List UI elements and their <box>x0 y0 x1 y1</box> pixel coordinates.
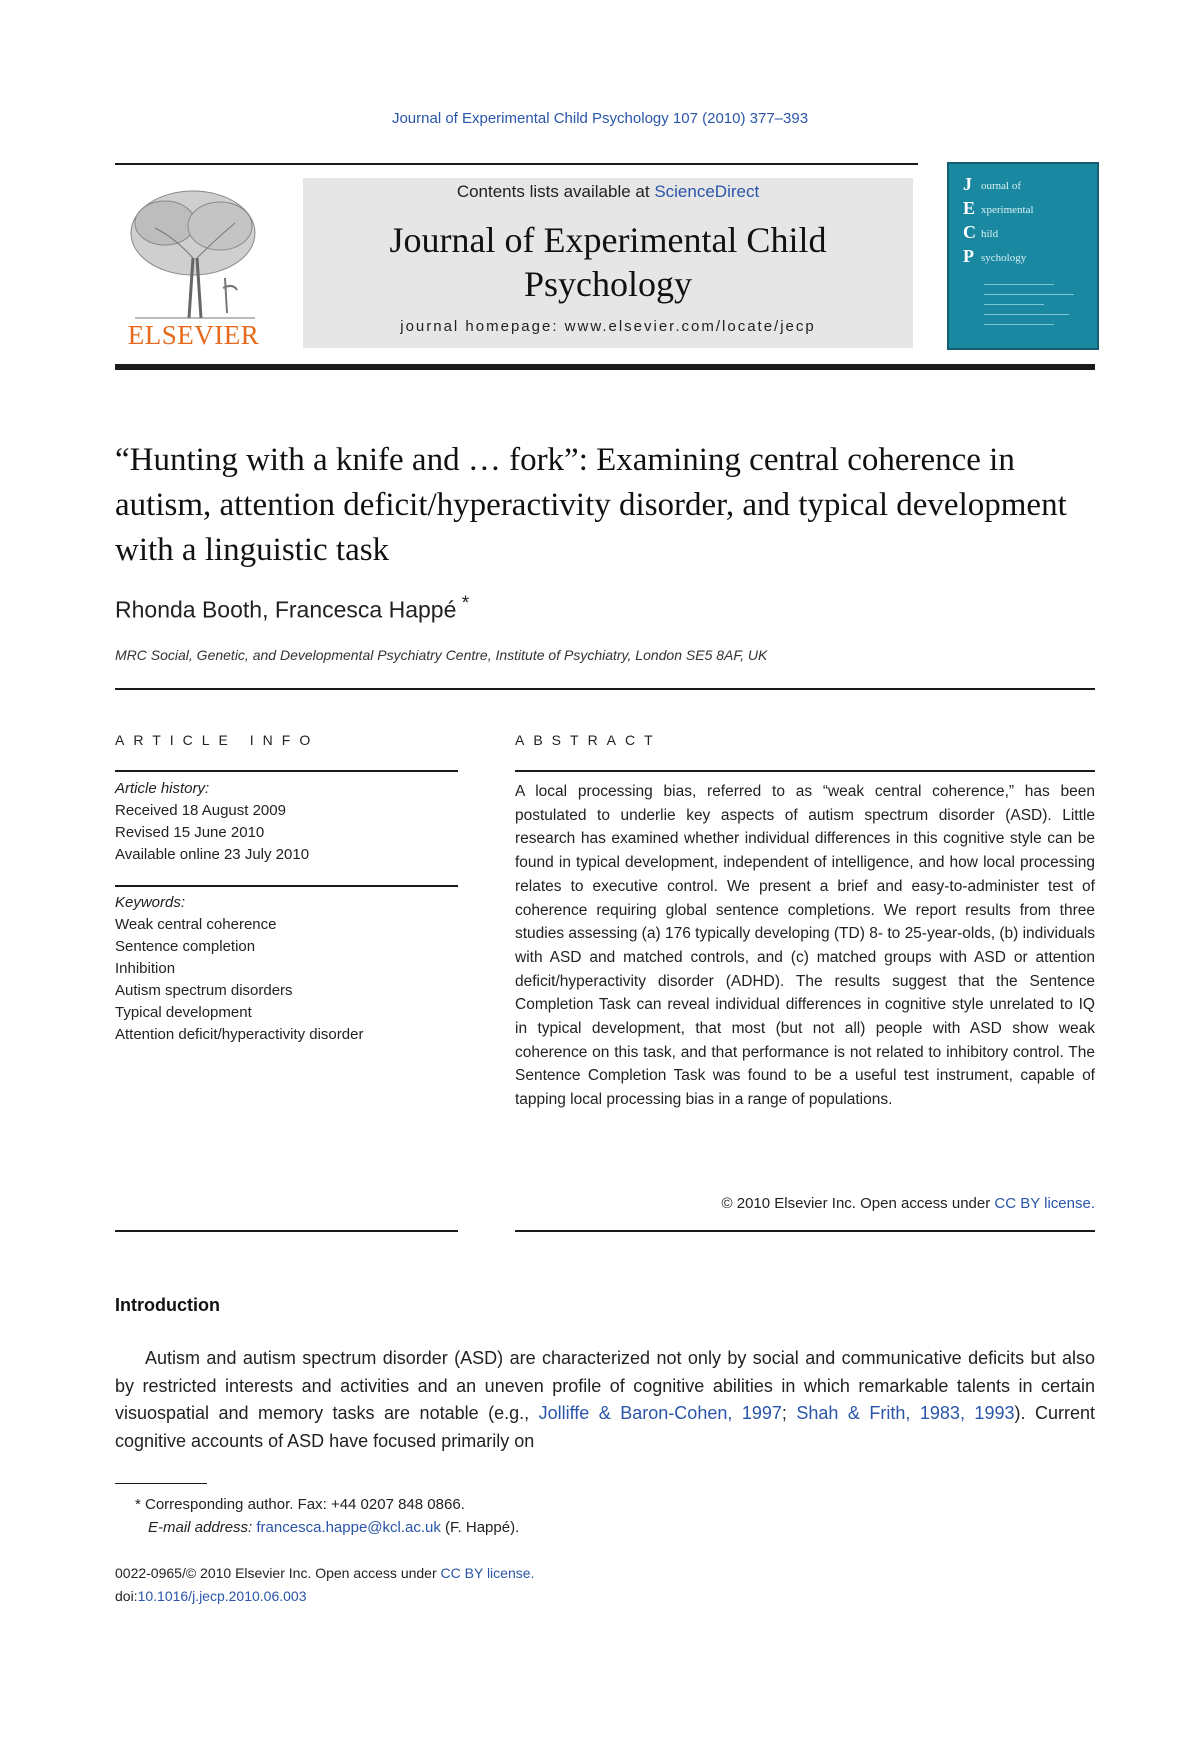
cover-word-1: ournal of <box>981 180 1022 192</box>
citation-separator: ; <box>781 1403 797 1423</box>
issn-text: 0022-0965/© 2010 Elsevier Inc. Open access under <box>115 1565 441 1581</box>
abstract-rule-2 <box>515 1230 1095 1232</box>
license-link[interactable]: CC BY license. <box>994 1195 1095 1212</box>
article-info-heading: ARTICLE INFO <box>115 732 320 748</box>
title-rule <box>115 688 1095 690</box>
abstract-rule-1 <box>515 770 1095 772</box>
cover-letter-c: C <box>963 222 976 242</box>
author-names: Rhonda Booth, Francesca Happé <box>115 596 457 623</box>
copyright-text: © 2010 Elsevier Inc. Open access under <box>721 1195 995 1212</box>
cover-letter-j: J <box>963 174 972 194</box>
history-label: Article history: <box>115 780 210 797</box>
cover-decoration <box>984 294 1074 295</box>
introduction-paragraph <box>115 1345 1095 1455</box>
cover-decoration <box>984 284 1054 285</box>
citation-link[interactable]: Jolliffe & Baron-Cohen, 1997 <box>538 1403 782 1423</box>
abstract-text: A local processing bias, referred to as “weak central coherence,” has been postulated to underlie key aspects of autism spectrum disorder (ASD). Little research has examined whether individual differences in this cognitive style can be found in typical development, independent of intelligence, and how local processing relates to executive control. We present a brief and easy-to-administer test of coherence requiring global sentence completions. We report results from three studies assessing (a) 176 typically developing (TD) 8- to 25-year-olds, (b) individuals with ASD and matched controls, and (c) matched groups with ASD or attention deficit/hyperactivity disorder (ADHD). The results suggest that the Sentence Completion Task can reveal individual differences in cognitive style unrelated to IQ in typical development, that most (but not all) people with ASD show weak coherence on this task, and that performance is not related to inhibitory control. The Sentence Completion Task was found to be a useful test instrument, capable of tapping local processing bias in a range of populations. <box>515 783 1095 1109</box>
journal-citation[interactable]: Journal of Experimental Child Psychology 107 (2010) 377–393 <box>391 110 809 127</box>
author-affiliation: MRC Social, Genetic, and Developmental Psychiatry Centre, Institute of Psychiatry, London SE5 8AF, UK <box>115 647 768 663</box>
header-rule-bottom <box>115 364 1095 370</box>
journal-homepage[interactable]: journal homepage: www.elsevier.com/locate/jecp <box>400 318 816 335</box>
sciencedirect-link[interactable]: ScienceDirect <box>654 182 760 201</box>
cover-letter-p: P <box>963 246 974 266</box>
corresponding-author-footnote: * Corresponding author. Fax: +44 0207 848 0866. <box>135 1496 465 1513</box>
history-received: Received 18 August 2009 <box>115 802 286 819</box>
history-revised: Revised 15 June 2010 <box>115 824 265 841</box>
intro-text-before: Autism and autism spectrum disorder (ASD) are characterized not only by social and communicative deficits but also by restricted interests and activities and an uneven profile of cognitive abilities in which remarkable talents in certain visuospatial and memory tasks are notable (e.g., <box>115 1348 1095 1423</box>
cover-word-3: hild <box>981 228 999 240</box>
doi-label: doi: <box>115 1588 138 1604</box>
elsevier-wordmark: ELSEVIER <box>127 320 260 350</box>
keywords-block <box>115 892 363 1046</box>
history-online: Available online 23 July 2010 <box>115 846 310 863</box>
cover-word-2: xperimental <box>981 204 1034 216</box>
cover-letter-e: E <box>963 198 976 218</box>
cover-decoration <box>984 304 1044 305</box>
abstract-heading: ABSTRACT <box>515 732 662 748</box>
keyword-item: Attention deficit/hyperactivity disorder <box>115 1026 364 1043</box>
doi-link[interactable]: 10.1016/j.jecp.2010.06.003 <box>137 1588 307 1604</box>
article-info-rule-3 <box>115 1230 458 1232</box>
article-title: “Hunting with a knife and … fork”: Examining central coherence in autism, attention deficit/hyperactivity disorder, and typical development with a linguistic task <box>115 442 1067 568</box>
corresponding-author-mark[interactable]: * <box>456 593 470 614</box>
email-suffix: (F. Happé). <box>440 1519 520 1536</box>
keywords-label: Keywords: <box>115 894 186 911</box>
intro-text-after: ). Current cognitive accounts of ASD have focused primarily on <box>115 1403 1095 1451</box>
cover-decoration <box>984 314 1069 315</box>
contents-line <box>303 182 913 202</box>
issn-line <box>115 1565 534 1581</box>
cover-word-4: sychology <box>981 252 1027 264</box>
journal-masthead <box>303 178 913 348</box>
cover-decoration <box>984 324 1054 325</box>
abstract-copyright <box>515 1195 1095 1212</box>
article-info-rule-2 <box>115 885 458 887</box>
keyword-item: Autism spectrum disorders <box>115 982 293 999</box>
footnote-rule <box>115 1483 207 1484</box>
email-footnote <box>148 1519 519 1536</box>
keyword-item: Typical development <box>115 1004 252 1021</box>
contents-prefix: Contents lists available at <box>456 182 655 201</box>
article-info-rule-1 <box>115 770 458 772</box>
keyword-item: Sentence completion <box>115 938 256 955</box>
keyword-item: Weak central coherence <box>115 916 277 933</box>
article-history <box>115 778 309 866</box>
introduction-heading: Introduction <box>115 1295 220 1315</box>
journal-cover-thumbnail <box>947 162 1099 350</box>
email-label: E-mail address: <box>148 1519 257 1536</box>
doi-line <box>115 1588 307 1604</box>
journal-name: Journal of Experimental Child Psychology <box>389 220 827 304</box>
header-rule-top <box>115 163 918 165</box>
article-authors <box>115 593 469 624</box>
keyword-item: Inhibition <box>115 960 176 977</box>
citation-link[interactable]: Shah & Frith, 1983, 1993 <box>796 1403 1015 1423</box>
license-link[interactable]: CC BY license. <box>440 1565 535 1581</box>
email-link[interactable]: francesca.happe@kcl.ac.uk <box>256 1519 441 1536</box>
